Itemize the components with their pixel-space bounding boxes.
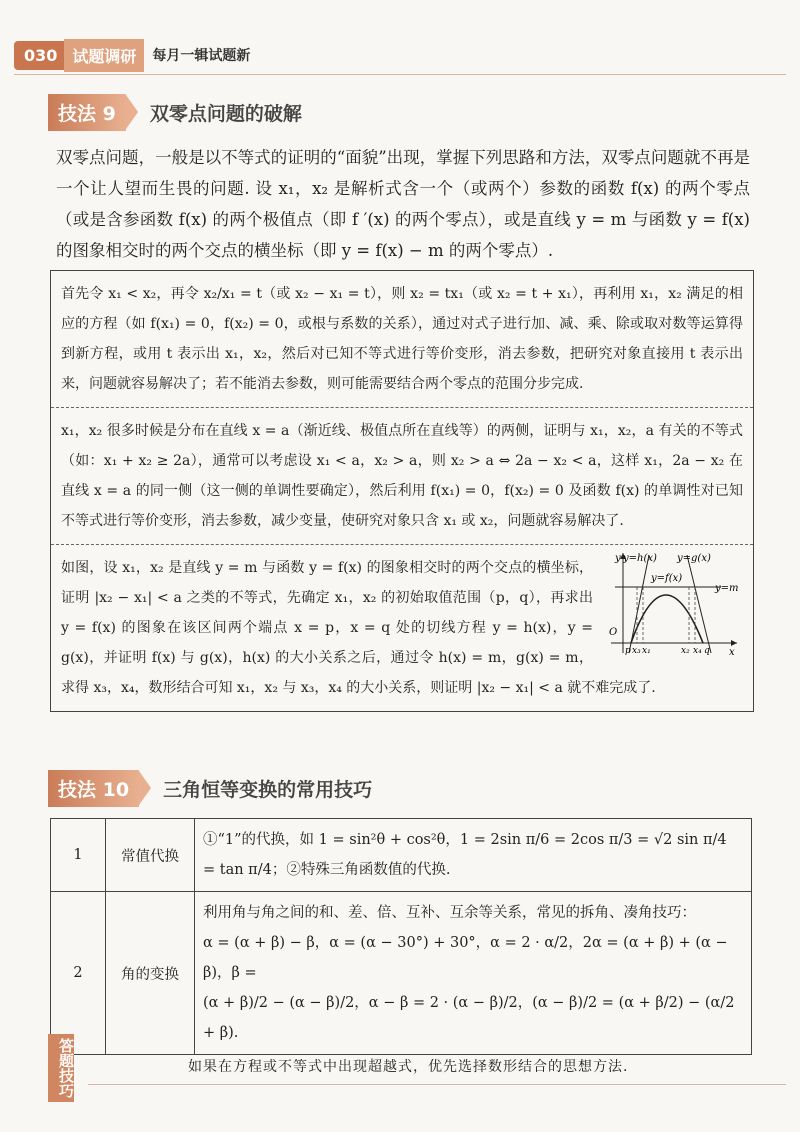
chevron-right-icon <box>126 95 138 129</box>
row-content-line: 利用角与角之间的和、差、倍、互补、互余等关系，常见的拆角、凑角技巧： <box>203 905 696 921</box>
column-subtitle: 每月一辑试题新 <box>152 48 251 64</box>
row-content-line: (α + β)/2 − (α − β)/2，α − β = 2 · (α − β)/2，(α − β)/2 = (α + β/2) − (α/2 + β). <box>203 995 735 1041</box>
section-10-tag: 技法 10 <box>48 770 139 807</box>
fig-x1-label: x₁ <box>642 646 651 656</box>
section-9-title: 双零点问题的破解 <box>149 102 302 125</box>
section-10-heading <box>48 770 372 806</box>
chevron-right-icon <box>139 771 151 805</box>
fig-q-label: q <box>704 646 710 656</box>
method-1-text: 首先令 x₁ < x₂，再令 x₂/x₁ = t（或 x₂ − x₁ = t），则 x₂ = tx₁（或 x₂ = t + x₁），再利用 x₁，x₂ 满足的相应的方程（如 f(x₁) = 0，f(x₂) = 0，或根与系数的关系），通过对式子进行加、减、乘、除或取对数等运算得到新方程，或用 t 表示出 x₁，x₂，然后对已知不等式进行等价变形，消去参数，把研究对象直接用 t 表示出来，问题就容易解决了；若不能消去参数，则可能需要结合两个零点的范围分步完成. <box>51 271 753 408</box>
fig-m-label: y=m <box>715 583 739 594</box>
column-title: 试题调研 <box>64 39 144 72</box>
row-content-line: α = (α + β) − β，α = (α − 30°) + 30°，α = 2 · α/2，2α = (α + β) + (α − β)，β = <box>203 935 728 981</box>
answer-tip-text: 如果在方程或不等式中出现超越式，优先选择数形结合的思想方法. <box>188 1059 629 1075</box>
row-content <box>195 892 752 1055</box>
section-10-title: 三角恒等变换的常用技巧 <box>163 778 373 801</box>
method-3-cell <box>51 545 753 711</box>
fig-x2-label: x₂ <box>681 646 690 656</box>
row-number: 1 <box>51 819 106 892</box>
row-content: ①“1”的代换，如 1 = sin²θ + cos²θ，1 = 2sin π/6 = 2cos π/3 = √2 sin π/4 = tan π/4；②特殊三角函数值的代换. <box>195 819 752 892</box>
zero-points-figure <box>603 549 743 657</box>
table-row <box>51 819 752 892</box>
section-9-heading <box>48 94 302 130</box>
method-2-text: x₁，x₂ 很多时候是分布在直线 x = a（渐近线、极值点所在直线等）的两侧，证明与 x₁，x₂，a 有关的不等式（如：x₁ + x₂ ≥ 2a），通常可以考虑设 x₁ < a，x₂ > a，则 x₂ > a ⇔ 2a − x₂ < a，这样 x₁，2a − x₂ 在直线 x = a 的同一侧（这一侧的单调性要确定），然后利用 f(x₁) = 0，f(x₂) = 0 及函数 f(x) 的单调性对已知不等式进行等价变形，消去参数，减少变量，使研究对象只含 x₁ 或 x₂，问题就容易解决了. <box>51 408 753 545</box>
fig-p-label: p <box>625 646 631 656</box>
fig-x4-label: x₄ <box>693 646 702 656</box>
method-3-text: 如图，设 x₁，x₂ 是直线 y = m 与函数 y = f(x) 的图象相交时的两个交点的横坐标，证明 |x₂ − x₁| < a 之类的不等式，先确定 x₁，x₂ 的初始取值范围（p，q），再求出 y = f(x) 的图象在该区间两个端点 x = p，x = q 处的切线方程 y = h(x)，y = g(x)，并证明 f(x) 与 g(x)，h(x) 的大小关系之后，通过令 h(x) = m，g(x) = m，求得 x₃，x₄，数形结合可知 x₁，x₂ 与 x₃，x₄ 的大小关系，则证明 |x₂ − x₁| < a 就不难完成了. <box>61 560 656 696</box>
page-number: 030 <box>14 41 64 70</box>
fig-h-label: y=h(x) <box>623 553 657 564</box>
page-header <box>14 40 250 70</box>
fig-f-label: y=f(x) <box>651 573 683 584</box>
section-9-intro: 双零点问题，一般是以不等式的证明的“面貌”出现，掌握下列思路和方法，双零点问题就不再是一个让人望而生畏的问题. 设 x₁，x₂ 是解析式含一个（或两个）参数的函数 f(x) 的两个零点（或是含参函数 f(x) 的两个极值点（即 f ′(x) 的两个零点），或是直线 y = m 与函数 y = f(x) 的图象相交时的两个交点的横坐标（即 y = f(x) − m 的两个零点）. <box>56 148 750 260</box>
fig-origin-label: O <box>609 627 618 638</box>
row-name: 常值代换 <box>106 819 195 892</box>
header-divider <box>14 74 786 75</box>
trig-techniques-table <box>50 818 752 1055</box>
row-number: 2 <box>51 892 106 1055</box>
fig-g-label: y=g(x) <box>677 553 711 564</box>
method-box <box>50 270 754 712</box>
section-9-tag: 技法 9 <box>48 94 126 131</box>
answer-tip-tag: 答题技巧 <box>48 1034 74 1102</box>
row-name: 角的变换 <box>106 892 195 1055</box>
fig-y-label: y <box>615 553 621 564</box>
answer-tip <box>48 1034 786 1112</box>
fig-x3-label: x₃ <box>632 646 641 656</box>
table-row <box>51 892 752 1055</box>
footer-divider <box>88 1084 786 1085</box>
fig-x-label: x <box>729 647 735 657</box>
